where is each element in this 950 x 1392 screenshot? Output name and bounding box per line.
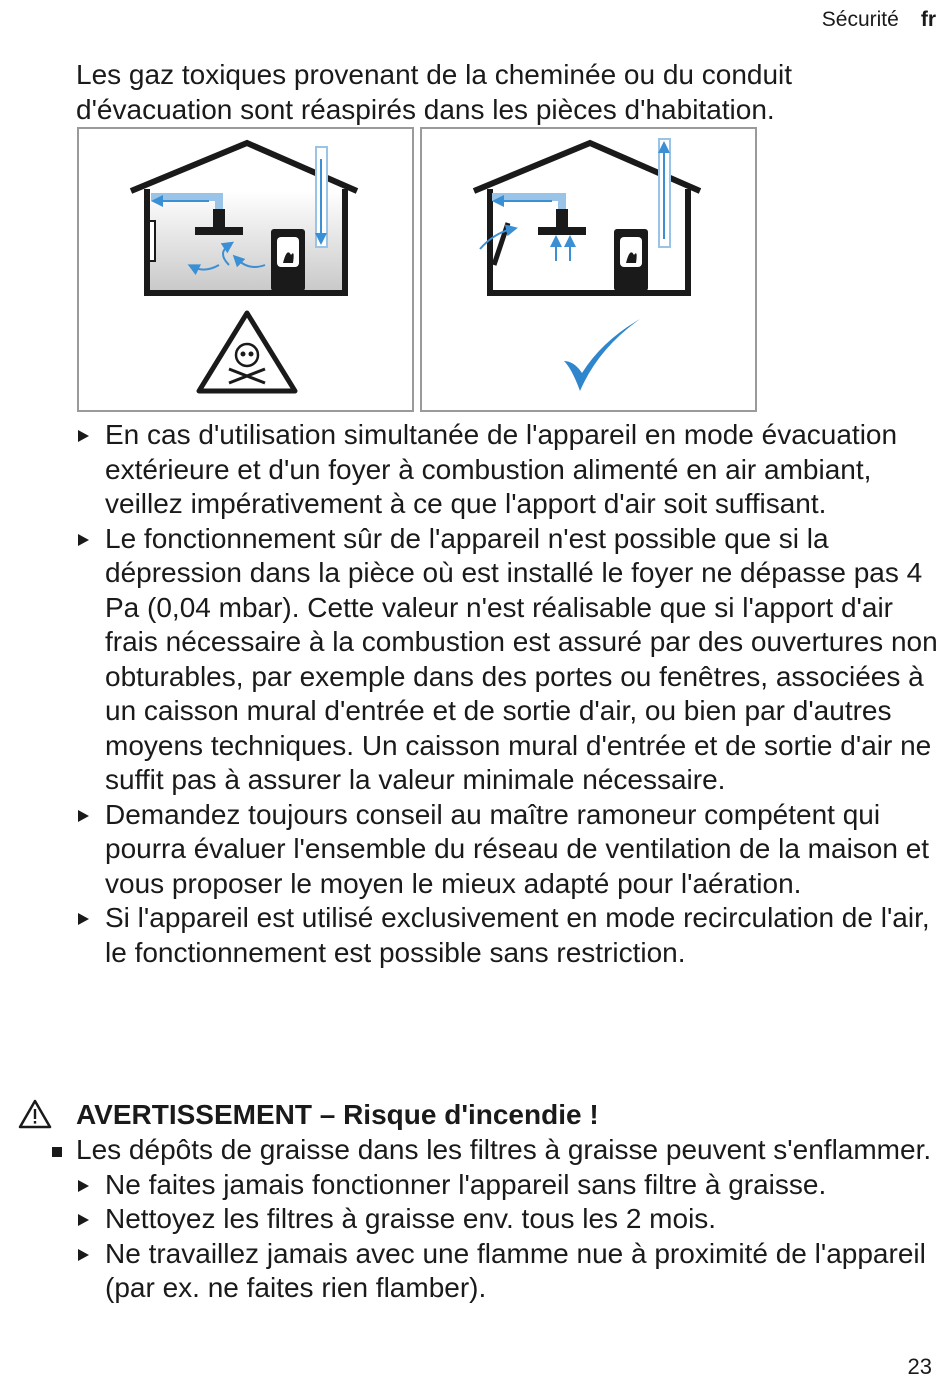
list-item: Ne travaillez jamais avec une flamme nue à proximité de l'appareil (par ex. ne faites rien flamber).: [76, 1237, 938, 1306]
instruction-list: [76, 418, 938, 970]
triangle-bullet-icon: [78, 1214, 89, 1226]
list-item: Demandez toujours conseil au maître ramoneur compétent qui pourra évaluer l'ensemble du réseau de ventilation de la maison et vous proposer le moyen le mieux adapté pour l'aération.: [76, 798, 938, 902]
list-item: Si l'appareil est utilisé exclusivement en mode recirculation de l'air, le fonctionnement est possible sans restriction.: [76, 901, 938, 970]
triangle-bullet-icon: [78, 430, 89, 442]
house-diagram-safe: [422, 129, 755, 410]
list-item: Ne faites jamais fonctionner l'appareil sans filtre à graisse.: [76, 1168, 938, 1203]
intro-paragraph: Les gaz toxiques provenant de la cheminée ou du conduit d'évacuation sont réaspirés dans les pièces d'habitation.: [76, 59, 793, 125]
warning-title: AVERTISSEMENT – Risque d'incendie !: [76, 1099, 599, 1130]
figure-safe: [420, 127, 757, 412]
triangle-bullet-icon: [78, 534, 89, 546]
list-item: En cas d'utilisation simultanée de l'appareil en mode évacuation extérieure et d'un foyer à combustion alimenté en air ambiant, veillez impérativement à ce que l'apport d'air soit suffisant.: [76, 418, 938, 522]
warning-icon: [18, 1099, 52, 1129]
list-item: Nettoyez les filtres à graisse env. tous les 2 mois.: [76, 1202, 938, 1237]
triangle-bullet-icon: [78, 1180, 89, 1192]
triangle-bullet-icon: [78, 810, 89, 822]
figure-unsafe: [77, 127, 414, 412]
square-bullet-icon: [52, 1147, 62, 1157]
warning-item: Les dépôts de graisse dans les filtres à graisse peuvent s'enflammer.: [18, 1133, 938, 1168]
house-diagram-unsafe: [79, 129, 412, 410]
warning-block: [18, 1097, 938, 1306]
list-item: Le fonctionnement sûr de l'appareil n'est possible que si la dépression dans la pièce où est installé le foyer ne dépasse pas 4 Pa (0,04 mbar). Cette valeur n'est réalisable que si l'apport d'air frais nécessaire à la combustion est assuré par des ouvertures non obturables, par exemple dans des portes ou fenêtres, associées à un caisson mural d'entrée et de sortie d'air, ou bien par d'autres moyens techniques. Un caisson mural d'entrée et de sortie d'air ne suffit pas à assurer la valeur minimale nécessaire.: [76, 522, 938, 798]
triangle-bullet-icon: [78, 913, 89, 925]
warning-sublist: [18, 1168, 938, 1306]
page-header: [822, 8, 936, 32]
section-title: Sécurité: [821, 8, 899, 31]
triangle-bullet-icon: [78, 1249, 89, 1261]
language-code: fr: [920, 8, 936, 31]
page-number: 23: [907, 1354, 932, 1379]
warning-heading: [18, 1097, 938, 1133]
